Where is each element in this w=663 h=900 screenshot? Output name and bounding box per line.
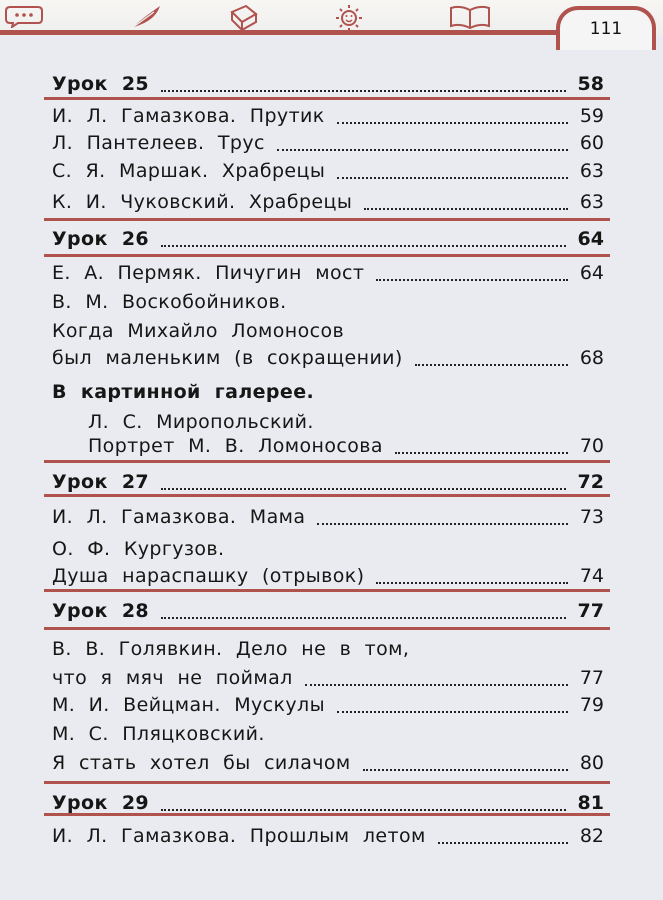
toc-heading (52, 380, 604, 406)
dot-leader (337, 122, 568, 124)
entry-title: Душа нараспашку (отрывок) (52, 565, 365, 587)
entry-title: что я мяч не поймал (52, 667, 293, 689)
toc-entry (52, 410, 604, 436)
entry-title: Я стать хотел бы силачом (52, 752, 351, 774)
entry-title: М. С. Пляцковский. (52, 723, 265, 745)
toc-entry (52, 693, 604, 719)
dot-leader (438, 842, 568, 844)
section-divider (44, 781, 610, 784)
page-number: 111 (556, 6, 656, 50)
entry-title: В. М. Воскобойников. (52, 291, 287, 313)
entry-page-number: 72 (577, 471, 604, 493)
toc-entry (52, 751, 604, 777)
dot-leader (363, 769, 568, 771)
open-book-icon (448, 4, 492, 30)
dot-leader (317, 523, 568, 525)
entry-title: В. В. Голявкин. Дело не в том, (52, 638, 410, 660)
dot-leader (395, 452, 568, 454)
dot-leader (337, 711, 568, 713)
entry-page-number: 68 (579, 347, 604, 369)
section-divider (44, 218, 610, 221)
dot-leader (364, 208, 568, 210)
dot-leader (337, 177, 568, 179)
entry-page-number: 77 (577, 600, 604, 622)
toc-heading (52, 72, 604, 98)
entry-title: Урок 29 (52, 792, 150, 814)
dot-leader (161, 245, 566, 247)
entry-title: И. Л. Гамазкова. Мама (52, 506, 306, 528)
entry-title: Портрет М. В. Ломоносова (88, 435, 383, 457)
entry-title: Урок 28 (52, 600, 150, 622)
toc-entry (52, 505, 604, 531)
entry-page-number: 63 (579, 191, 604, 213)
entry-title: О. Ф. Кургузов. (52, 538, 225, 560)
toc-entry (52, 290, 604, 316)
toc-entry (52, 564, 604, 590)
dot-leader (161, 488, 566, 490)
section-divider (44, 627, 610, 630)
toc-entry (52, 722, 604, 748)
entry-page-number: 58 (577, 73, 604, 95)
toc-heading (52, 227, 604, 253)
header-rule (0, 30, 560, 35)
entry-title: Л. С. Миропольский. (88, 411, 314, 433)
toc-entry (52, 131, 604, 157)
entry-page-number: 82 (579, 825, 604, 847)
toc-entry (52, 104, 604, 130)
entry-title: С. Я. Маршак. Храбрецы (52, 160, 326, 182)
entry-title: К. И. Чуковский. Храбрецы (52, 191, 353, 213)
dot-leader (161, 809, 566, 811)
sun-icon (333, 4, 365, 32)
dot-leader (376, 582, 568, 584)
toc-entry (52, 666, 604, 692)
entry-title: М. И. Вейцман. Мускулы (52, 694, 325, 716)
entry-title: Урок 26 (52, 228, 150, 250)
entry-title: В картинной галерее. (52, 381, 315, 403)
entry-page-number: 60 (579, 132, 604, 154)
section-divider (44, 460, 610, 463)
toc-heading (52, 470, 604, 496)
entry-page-number: 64 (579, 262, 604, 284)
entry-page-number: 70 (579, 435, 604, 457)
toc-entry (52, 261, 604, 287)
entry-title: И. Л. Гамазкова. Прошлым летом (52, 825, 426, 847)
entry-title: был маленьким (в сокращении) (52, 347, 403, 369)
section-divider (44, 254, 610, 257)
toc-heading (52, 599, 604, 625)
speech-bubble-icon (4, 4, 44, 28)
entry-page-number: 74 (579, 565, 604, 587)
entry-page-number: 80 (579, 752, 604, 774)
toc-heading (52, 791, 604, 817)
toc-entry (52, 434, 604, 460)
dot-leader (161, 617, 566, 619)
toc-entry (52, 346, 604, 372)
book-icon (226, 4, 260, 32)
toc-entry (52, 637, 604, 663)
dot-leader (415, 364, 568, 366)
toc-entry (52, 319, 604, 345)
dot-leader (376, 279, 568, 281)
entry-page-number: 81 (577, 792, 604, 814)
dot-leader (161, 90, 566, 92)
entry-title: Л. Пантелеев. Трус (52, 132, 265, 154)
entry-title: Урок 25 (52, 73, 150, 95)
dot-leader (305, 684, 568, 686)
entry-page-number: 73 (579, 506, 604, 528)
entry-title: Е. А. Пермяк. Пичугин мост (52, 262, 365, 284)
entry-page-number: 64 (577, 228, 604, 250)
toc-entry (52, 159, 604, 185)
dot-leader (277, 149, 568, 151)
entry-page-number: 63 (579, 160, 604, 182)
toc-entry (52, 537, 604, 563)
feather-icon (130, 4, 164, 30)
entry-title: Урок 27 (52, 471, 150, 493)
entry-page-number: 77 (579, 667, 604, 689)
toc-entry (52, 824, 604, 850)
entry-page-number: 79 (579, 694, 604, 716)
entry-title: И. Л. Гамазкова. Прутик (52, 105, 325, 127)
toc-entry (52, 190, 604, 216)
entry-page-number: 59 (579, 105, 604, 127)
entry-title: Когда Михайло Ломоносов (52, 320, 345, 342)
